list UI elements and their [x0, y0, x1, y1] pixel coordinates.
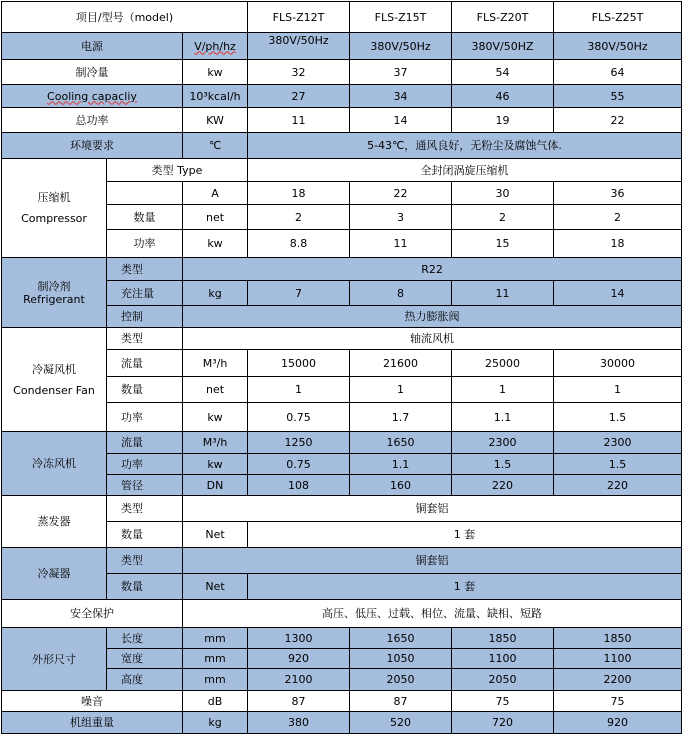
value-cell: 11: [248, 108, 350, 133]
dimension-length-row: [2, 628, 682, 649]
value-cell: 720: [452, 712, 554, 734]
model-name: FLS-Z25T: [554, 2, 682, 33]
value-cell: 1.5: [554, 403, 682, 432]
value-cell: 380V/50Hz: [350, 33, 452, 60]
unit-cell: M³/h: [183, 350, 248, 377]
value-cell: 15000: [248, 350, 350, 377]
sub-label: 功率: [107, 403, 183, 432]
value-cell: 3: [350, 205, 452, 230]
value-cell: 36: [554, 182, 682, 205]
sub-label: 宽度: [107, 649, 183, 669]
value-cell: 32: [248, 60, 350, 85]
value-cell: 1.5: [554, 454, 682, 475]
value-cell: 11: [350, 230, 452, 258]
value-cell: 1: [554, 377, 682, 403]
total-power-row: [2, 108, 682, 133]
sub-label: 类型: [107, 258, 183, 281]
sub-label: 充注量: [107, 281, 183, 306]
value-cell: 铜套铝: [183, 496, 682, 522]
model-name: FLS-Z12T: [248, 2, 350, 33]
group-label-en: Compressor: [21, 212, 87, 225]
group-label-cn: 冷凝风机: [32, 362, 76, 376]
compressor-type-row: [2, 159, 682, 182]
value-cell: 30: [452, 182, 554, 205]
value-cell: 1: [452, 377, 554, 403]
value-cell: 2300: [554, 432, 682, 454]
value-cell: 2200: [554, 669, 682, 691]
row-label: 制冷量: [2, 60, 183, 85]
unit-cell: kg: [183, 712, 248, 734]
value-cell: 高压、低压、过载、相位、流量、缺相、短路: [183, 600, 682, 628]
weight-row: [2, 712, 682, 734]
evaporator-type-row: [2, 496, 682, 522]
row-label-text: Cooling capacliy: [47, 89, 137, 103]
unit-cell: mm: [183, 669, 248, 691]
row-label: 总功率: [2, 108, 183, 133]
unit-cell: kw: [183, 230, 248, 258]
value-cell: 380V/50Hz: [554, 33, 682, 60]
model-name: FLS-Z20T: [452, 2, 554, 33]
sub-label: 流量: [107, 432, 183, 454]
value-cell: 全封闭涡旋压缩机: [248, 159, 682, 182]
row-label: 环境要求: [2, 133, 183, 159]
value-cell: 1: [350, 377, 452, 403]
value-cell: 1 套: [248, 574, 682, 600]
unit-cell: kw: [183, 454, 248, 475]
value-cell: 87: [248, 691, 350, 712]
value-cell: 75: [554, 691, 682, 712]
value-cell: 14: [554, 281, 682, 306]
value-cell: 8: [350, 281, 452, 306]
value-cell: 1.1: [350, 454, 452, 475]
value-cell: 5-43℃，通风良好，无粉尘及腐蚀气体.: [248, 133, 682, 159]
cooling-capacity-row: [2, 85, 682, 108]
value-cell: 19: [452, 108, 554, 133]
value-cell: 2: [248, 205, 350, 230]
value-cell: 220: [554, 475, 682, 496]
sub-label: 长度: [107, 628, 183, 649]
value-cell: 1250: [248, 432, 350, 454]
sub-label: 数量: [107, 377, 183, 403]
unit-cell: kg: [183, 281, 248, 306]
header-row: [2, 2, 682, 33]
sub-label: 类型: [107, 548, 183, 574]
sub-label: 类型: [107, 496, 183, 522]
value-cell: 1650: [350, 432, 452, 454]
refrigerant-type-row: [2, 258, 682, 281]
sub-label: 控制: [107, 306, 183, 328]
sub-label: 类型 Type: [107, 159, 248, 182]
value-cell: 2100: [248, 669, 350, 691]
value-cell: 37: [350, 60, 452, 85]
unit-cell: 10³kcal/h: [183, 85, 248, 108]
value-cell: 220: [452, 475, 554, 496]
power-row: [2, 33, 682, 60]
group-label: [2, 159, 107, 258]
unit-cell: [183, 33, 248, 60]
unit-cell: mm: [183, 649, 248, 669]
value-cell: 380: [248, 712, 350, 734]
value-cell: 轴流风机: [183, 328, 682, 350]
group-label: [2, 258, 107, 328]
safety-row: [2, 600, 682, 628]
value-cell: 1.7: [350, 403, 452, 432]
noise-row: [2, 691, 682, 712]
value-cell: R22: [183, 258, 682, 281]
unit-cell: M³/h: [183, 432, 248, 454]
value-cell: 18: [554, 230, 682, 258]
value-cell: 21600: [350, 350, 452, 377]
value-cell: 27: [248, 85, 350, 108]
value-cell: 1650: [350, 628, 452, 649]
spec-table: [1, 1, 682, 734]
group-label-cn: 压缩机: [37, 191, 71, 204]
unit-cell: kw: [183, 60, 248, 85]
model-name: FLS-Z15T: [350, 2, 452, 33]
unit-cell: KW: [183, 108, 248, 133]
value-cell: 1100: [554, 649, 682, 669]
unit-text: V/ph/hz: [194, 39, 236, 53]
value-cell: 1300: [248, 628, 350, 649]
value-cell: 7: [248, 281, 350, 306]
unit-cell: dB: [183, 691, 248, 712]
group-label-en: Refrigerant: [23, 292, 85, 306]
group-label: 冷凝器: [2, 548, 107, 600]
value-cell: 380V/50HZ: [452, 33, 554, 60]
row-label: 安全保护: [2, 600, 183, 628]
value-cell: 1850: [554, 628, 682, 649]
sub-label: 类型: [107, 328, 183, 350]
sub-label: 高度: [107, 669, 183, 691]
unit-cell: Net: [183, 574, 248, 600]
sub-label: 功率: [107, 230, 183, 258]
unit-cell: net: [183, 377, 248, 403]
sub-label: 功率: [107, 454, 183, 475]
value-cell: 55: [554, 85, 682, 108]
value-cell: 34: [350, 85, 452, 108]
freezer-fan-flow-row: [2, 432, 682, 454]
value-cell: 2050: [350, 669, 452, 691]
sub-label: 流量: [107, 350, 183, 377]
value-cell: 520: [350, 712, 452, 734]
value-cell: 920: [248, 649, 350, 669]
value-cell: 22: [554, 108, 682, 133]
value-cell: 380V/50Hz: [248, 33, 350, 60]
unit-cell: kw: [183, 403, 248, 432]
condenser-fan-type-row: [2, 328, 682, 350]
value-cell: 75: [452, 691, 554, 712]
sub-label: 数量: [107, 574, 183, 600]
row-label: 机组重量: [2, 712, 183, 734]
value-cell: 1: [248, 377, 350, 403]
value-cell: 2300: [452, 432, 554, 454]
row-label: 电源: [2, 33, 183, 60]
value-cell: 2050: [452, 669, 554, 691]
header-label: 项目/型号（model): [2, 2, 248, 33]
value-cell: 15: [452, 230, 554, 258]
value-cell: 25000: [452, 350, 554, 377]
value-cell: 14: [350, 108, 452, 133]
value-cell: 160: [350, 475, 452, 496]
value-cell: 920: [554, 712, 682, 734]
value-cell: 1050: [350, 649, 452, 669]
value-cell: 30000: [554, 350, 682, 377]
sub-label: 数量: [107, 205, 183, 230]
value-cell: 铜套铝: [183, 548, 682, 574]
environment-row: [2, 133, 682, 159]
value-cell: 0.75: [248, 403, 350, 432]
sub-label-empty: [107, 182, 183, 205]
row-label: 噪音: [2, 691, 183, 712]
value-cell: 热力膨胀阀: [183, 306, 682, 328]
condenser-type-row: [2, 548, 682, 574]
unit-cell: DN: [183, 475, 248, 496]
unit-cell: A: [183, 182, 248, 205]
group-label: 外形尺寸: [2, 628, 107, 691]
cooling-row: [2, 60, 682, 85]
value-cell: 1100: [452, 649, 554, 669]
value-cell: 11: [452, 281, 554, 306]
value-cell: 87: [350, 691, 452, 712]
group-label: [2, 328, 107, 432]
sub-label: 管径: [107, 475, 183, 496]
value-cell: 18: [248, 182, 350, 205]
value-cell: 1 套: [248, 522, 682, 548]
group-label-cn: 制冷剂: [37, 279, 71, 293]
value-cell: 1.1: [452, 403, 554, 432]
unit-cell: ℃: [183, 133, 248, 159]
value-cell: 46: [452, 85, 554, 108]
value-cell: 108: [248, 475, 350, 496]
value-cell: 22: [350, 182, 452, 205]
value-cell: 0.75: [248, 454, 350, 475]
group-label: 蒸发器: [2, 496, 107, 548]
value-cell: 2: [554, 205, 682, 230]
sub-label: 数量: [107, 522, 183, 548]
value-cell: 2: [452, 205, 554, 230]
group-label-en: Condenser Fan: [13, 383, 95, 397]
unit-cell: net: [183, 205, 248, 230]
value-cell: 1.5: [452, 454, 554, 475]
group-label: 冷冻风机: [2, 432, 107, 496]
value-cell: 54: [452, 60, 554, 85]
row-label: [2, 85, 183, 108]
value-cell: 1850: [452, 628, 554, 649]
value-cell: 64: [554, 60, 682, 85]
unit-cell: mm: [183, 628, 248, 649]
unit-cell: Net: [183, 522, 248, 548]
value-cell: 8.8: [248, 230, 350, 258]
